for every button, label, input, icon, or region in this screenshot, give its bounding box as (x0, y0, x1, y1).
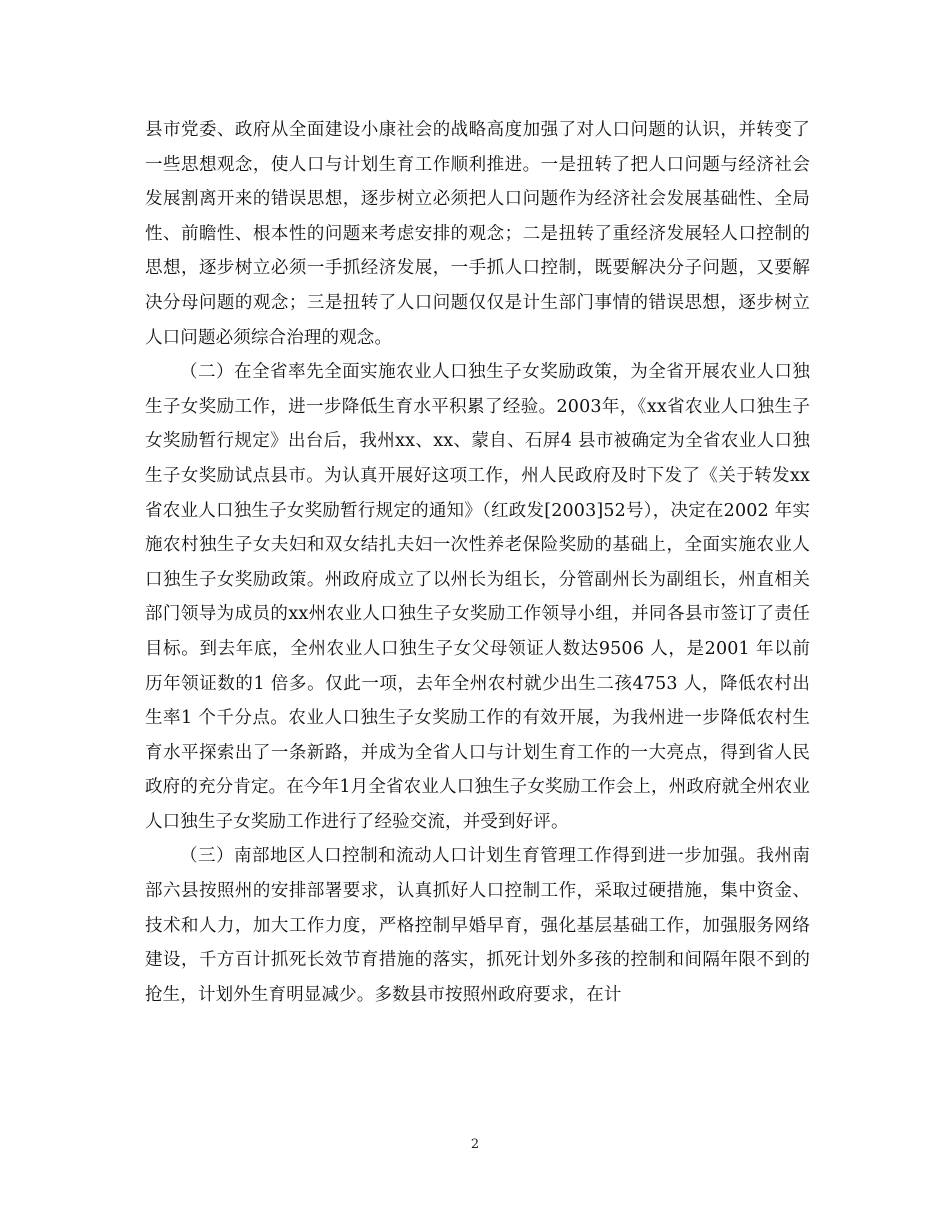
page-number: 2 (470, 1137, 480, 1152)
paragraph-section-two: （二）在全省率先全面实施农业人口独生子女奖励政策，为全省开展农业人口独生子女奖励工作，进一步降低生育水平积累了经验。2003年，《xx省农业人口独生子女奖励暂行规定》出台后，我州xx、xx、蒙自、石屏4 县市被确定为全省农业人口独生子女奖励试点县市。为认真开展好这项工作，州人民政府及时下发了《关于转发xx省农业人口独生子女奖励暂行规定的通知》（红政发[2003]52号），决定在2002 年实施农村独生子女夫妇和双女结扎夫妇一次性养老保险奖励的基础上，全面实施农业人口独生子女奖励政策。州政府成立了以州长为组长，分管副州长为副组长，州直相关部门领导为成员的xx州农业人口独生子女奖励工作领导小组，并同各县市签订了责任目标。到去年底，全州农业人口独生子女父母领证人数达9506 人，是2001 年以前历年领证数的1 倍多。仅此一项，去年全州农村就少出生二孩4753 人，降低农村出生率1 个千分点。农业人口独生子女奖励工作的有效开展，为我州进一步降低农村生育水平探索出了一条新路，并成为全省人口与计划生育工作的一大亮点，得到省人民政府的充分肯定。在今年1月全省农业人口独生子女奖励工作会上，州政府就全州农业人口独生子女奖励工作进行了经验交流，并受到好评。 (145, 362, 810, 832)
document-body (145, 113, 810, 1012)
paragraph-section-three: （三）南部地区人口控制和流动人口计划生育管理工作得到进一步加强。我州南部六县按照州的安排部署要求，认真抓好人口控制工作，采取过硬措施，集中资金、技术和人力，加大工作力度，严格控制早婚早育，强化基层基础工作，加强服务网络建设，千方百计抓死长效节育措施的落实，抓死计划外多孩的控制和间隔年限不到的抢生，计划外生育明显减少。多数县市按照州政府要求，在计 (145, 846, 810, 1005)
paragraph-continued: 县市党委、政府从全面建设小康社会的战略高度加强了对人口问题的认识，并转变了一些思想观念，使人口与计划生育工作顺利推进。一是扭转了把人口问题与经济社会发展割离开来的错误思想，逐步树立必须把人口问题作为经济社会发展基础性、全局性、前瞻性、根本性的问题来考虑安排的观念；二是扭转了重经济发展轻人口控制的思想，逐步树立必须一手抓经济发展，一手抓人口控制，既要解决分子问题，又要解决分母问题的观念；三是扭转了人口问题仅仅是计生部门事情的错误思想，逐步树立人口问题必须综合治理的观念。 (145, 120, 810, 348)
